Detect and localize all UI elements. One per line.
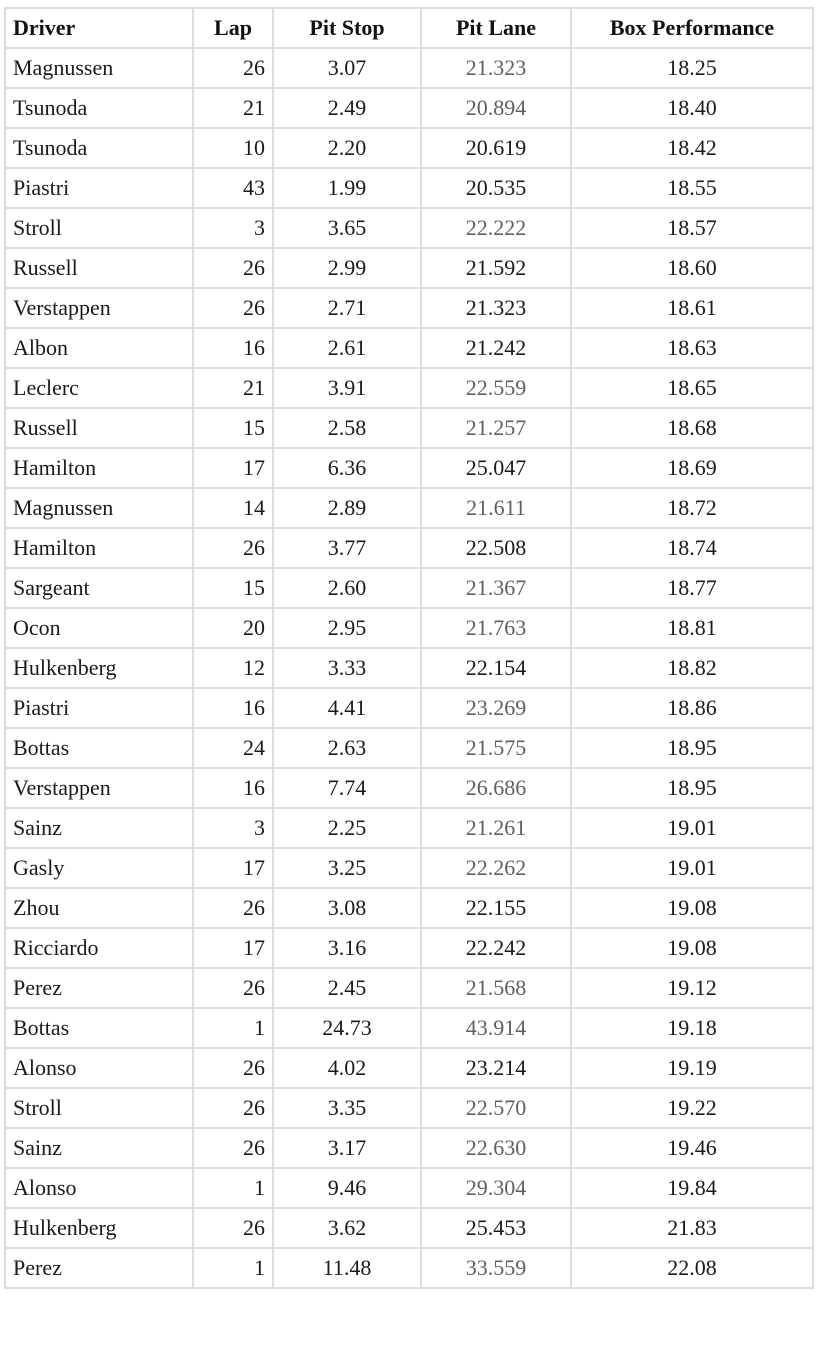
cell-lap: 12 [193,648,273,688]
cell-box-performance: 18.57 [571,208,813,248]
cell-pit-stop: 9.46 [273,1168,421,1208]
cell-pit-lane: 22.559 [421,368,571,408]
cell-pit-lane: 21.575 [421,728,571,768]
cell-lap: 26 [193,1208,273,1248]
cell-driver: Stroll [5,1088,193,1128]
cell-box-performance: 18.42 [571,128,813,168]
table-row [5,1048,813,1088]
cell-pit-lane: 22.155 [421,888,571,928]
table-row [5,448,813,488]
cell-pit-lane: 23.214 [421,1048,571,1088]
cell-driver: Ricciardo [5,928,193,968]
cell-box-performance: 19.19 [571,1048,813,1088]
cell-pit-lane: 22.262 [421,848,571,888]
cell-pit-stop: 3.17 [273,1128,421,1168]
table-row [5,168,813,208]
cell-driver: Piastri [5,688,193,728]
cell-pit-lane: 21.261 [421,808,571,848]
cell-driver: Magnussen [5,488,193,528]
table-row [5,808,813,848]
cell-box-performance: 19.46 [571,1128,813,1168]
cell-lap: 17 [193,928,273,968]
cell-box-performance: 18.77 [571,568,813,608]
table-row [5,1008,813,1048]
cell-pit-lane: 21.323 [421,288,571,328]
cell-driver: Tsunoda [5,88,193,128]
cell-box-performance: 19.01 [571,848,813,888]
cell-pit-lane: 20.535 [421,168,571,208]
cell-pit-lane: 22.242 [421,928,571,968]
cell-driver: Verstappen [5,768,193,808]
cell-lap: 17 [193,448,273,488]
cell-pit-stop: 3.25 [273,848,421,888]
cell-driver: Bottas [5,1008,193,1048]
cell-lap: 1 [193,1248,273,1288]
cell-lap: 1 [193,1168,273,1208]
table-row [5,728,813,768]
cell-driver: Alonso [5,1048,193,1088]
table-row [5,88,813,128]
cell-pit-lane: 21.257 [421,408,571,448]
cell-lap: 3 [193,208,273,248]
cell-driver: Bottas [5,728,193,768]
cell-lap: 26 [193,1128,273,1168]
cell-pit-stop: 2.45 [273,968,421,1008]
cell-lap: 26 [193,248,273,288]
cell-pit-stop: 2.49 [273,88,421,128]
cell-driver: Russell [5,408,193,448]
cell-pit-stop: 4.02 [273,1048,421,1088]
cell-box-performance: 18.55 [571,168,813,208]
cell-pit-lane: 26.686 [421,768,571,808]
cell-pit-lane: 21.611 [421,488,571,528]
cell-lap: 16 [193,328,273,368]
cell-pit-lane: 21.323 [421,48,571,88]
table-row [5,1168,813,1208]
cell-box-performance: 22.08 [571,1248,813,1288]
cell-lap: 20 [193,608,273,648]
cell-driver: Russell [5,248,193,288]
cell-pit-stop: 11.48 [273,1248,421,1288]
cell-driver: Sainz [5,1128,193,1168]
cell-driver: Perez [5,1248,193,1288]
table-row [5,928,813,968]
cell-box-performance: 21.83 [571,1208,813,1248]
cell-pit-stop: 4.41 [273,688,421,728]
cell-lap: 16 [193,768,273,808]
table-row [5,608,813,648]
cell-pit-stop: 24.73 [273,1008,421,1048]
cell-lap: 26 [193,1088,273,1128]
cell-driver: Stroll [5,208,193,248]
cell-driver: Hamilton [5,448,193,488]
cell-lap: 1 [193,1008,273,1048]
cell-box-performance: 18.86 [571,688,813,728]
table-row [5,488,813,528]
cell-box-performance: 18.61 [571,288,813,328]
table-row [5,288,813,328]
cell-pit-stop: 2.25 [273,808,421,848]
cell-pit-lane: 21.367 [421,568,571,608]
cell-box-performance: 18.72 [571,488,813,528]
table-row [5,368,813,408]
cell-box-performance: 18.95 [571,728,813,768]
cell-lap: 10 [193,128,273,168]
cell-pit-stop: 3.07 [273,48,421,88]
column-header-pit-stop[interactable]: Pit Stop [273,8,421,48]
cell-driver: Perez [5,968,193,1008]
cell-driver: Albon [5,328,193,368]
table-row [5,848,813,888]
cell-box-performance: 19.22 [571,1088,813,1128]
table-row [5,768,813,808]
cell-pit-stop: 3.08 [273,888,421,928]
cell-box-performance: 18.63 [571,328,813,368]
cell-pit-lane: 22.630 [421,1128,571,1168]
table-row [5,688,813,728]
table-body [5,48,813,1288]
cell-pit-stop: 3.35 [273,1088,421,1128]
cell-pit-stop: 2.63 [273,728,421,768]
cell-driver: Magnussen [5,48,193,88]
column-header-pit-lane[interactable]: Pit Lane [421,8,571,48]
cell-pit-stop: 2.99 [273,248,421,288]
cell-pit-stop: 1.99 [273,168,421,208]
table-row [5,208,813,248]
cell-box-performance: 19.01 [571,808,813,848]
cell-pit-lane: 21.592 [421,248,571,288]
table-row [5,48,813,88]
cell-pit-lane: 25.453 [421,1208,571,1248]
cell-box-performance: 19.18 [571,1008,813,1048]
cell-driver: Sainz [5,808,193,848]
cell-pit-lane: 29.304 [421,1168,571,1208]
cell-lap: 21 [193,88,273,128]
cell-box-performance: 19.12 [571,968,813,1008]
cell-lap: 26 [193,888,273,928]
cell-driver: Gasly [5,848,193,888]
cell-box-performance: 18.65 [571,368,813,408]
cell-pit-stop: 3.33 [273,648,421,688]
column-header-box-performance[interactable]: Box Performance [571,8,813,48]
column-header-driver[interactable]: Driver [5,8,193,48]
cell-pit-stop: 2.61 [273,328,421,368]
cell-pit-lane: 43.914 [421,1008,571,1048]
table-row [5,528,813,568]
table-row [5,1208,813,1248]
table-row [5,128,813,168]
cell-box-performance: 19.84 [571,1168,813,1208]
cell-pit-stop: 2.95 [273,608,421,648]
column-header-lap[interactable]: Lap [193,8,273,48]
cell-lap: 26 [193,48,273,88]
cell-pit-lane: 20.894 [421,88,571,128]
cell-pit-lane: 21.242 [421,328,571,368]
cell-lap: 26 [193,968,273,1008]
cell-pit-lane: 22.154 [421,648,571,688]
cell-pit-stop: 2.20 [273,128,421,168]
cell-driver: Hamilton [5,528,193,568]
table-row [5,1248,813,1288]
cell-lap: 43 [193,168,273,208]
table-row [5,968,813,1008]
cell-box-performance: 19.08 [571,888,813,928]
cell-pit-stop: 2.71 [273,288,421,328]
cell-lap: 26 [193,1048,273,1088]
table-row [5,408,813,448]
cell-pit-lane: 33.559 [421,1248,571,1288]
pit-stop-table [4,7,814,1289]
cell-box-performance: 18.74 [571,528,813,568]
cell-driver: Ocon [5,608,193,648]
header-row [5,8,813,48]
cell-box-performance: 18.68 [571,408,813,448]
cell-pit-lane: 22.508 [421,528,571,568]
cell-pit-stop: 2.60 [273,568,421,608]
table-row [5,568,813,608]
cell-lap: 17 [193,848,273,888]
cell-box-performance: 18.82 [571,648,813,688]
cell-lap: 21 [193,368,273,408]
cell-pit-stop: 7.74 [273,768,421,808]
cell-pit-lane: 22.570 [421,1088,571,1128]
cell-driver: Piastri [5,168,193,208]
cell-lap: 16 [193,688,273,728]
cell-pit-lane: 21.763 [421,608,571,648]
cell-lap: 14 [193,488,273,528]
table-row [5,648,813,688]
cell-pit-lane: 20.619 [421,128,571,168]
cell-box-performance: 18.40 [571,88,813,128]
cell-box-performance: 18.81 [571,608,813,648]
cell-pit-stop: 2.89 [273,488,421,528]
cell-pit-stop: 3.16 [273,928,421,968]
cell-lap: 15 [193,408,273,448]
cell-box-performance: 18.25 [571,48,813,88]
cell-pit-stop: 3.65 [273,208,421,248]
cell-driver: Hulkenberg [5,1208,193,1248]
table-row [5,1088,813,1128]
table-row [5,1128,813,1168]
cell-pit-lane: 21.568 [421,968,571,1008]
cell-box-performance: 18.60 [571,248,813,288]
cell-pit-lane: 25.047 [421,448,571,488]
cell-pit-stop: 3.62 [273,1208,421,1248]
cell-box-performance: 18.95 [571,768,813,808]
table-row [5,888,813,928]
table-row [5,248,813,288]
cell-lap: 26 [193,288,273,328]
cell-box-performance: 19.08 [571,928,813,968]
cell-box-performance: 18.69 [571,448,813,488]
cell-driver: Alonso [5,1168,193,1208]
cell-driver: Leclerc [5,368,193,408]
cell-driver: Verstappen [5,288,193,328]
table-row [5,328,813,368]
cell-pit-lane: 23.269 [421,688,571,728]
cell-pit-stop: 2.58 [273,408,421,448]
cell-driver: Zhou [5,888,193,928]
cell-lap: 24 [193,728,273,768]
cell-lap: 15 [193,568,273,608]
cell-driver: Tsunoda [5,128,193,168]
cell-pit-stop: 3.77 [273,528,421,568]
cell-lap: 26 [193,528,273,568]
cell-lap: 3 [193,808,273,848]
cell-driver: Hulkenberg [5,648,193,688]
cell-pit-lane: 22.222 [421,208,571,248]
cell-pit-stop: 3.91 [273,368,421,408]
cell-driver: Sargeant [5,568,193,608]
cell-pit-stop: 6.36 [273,448,421,488]
